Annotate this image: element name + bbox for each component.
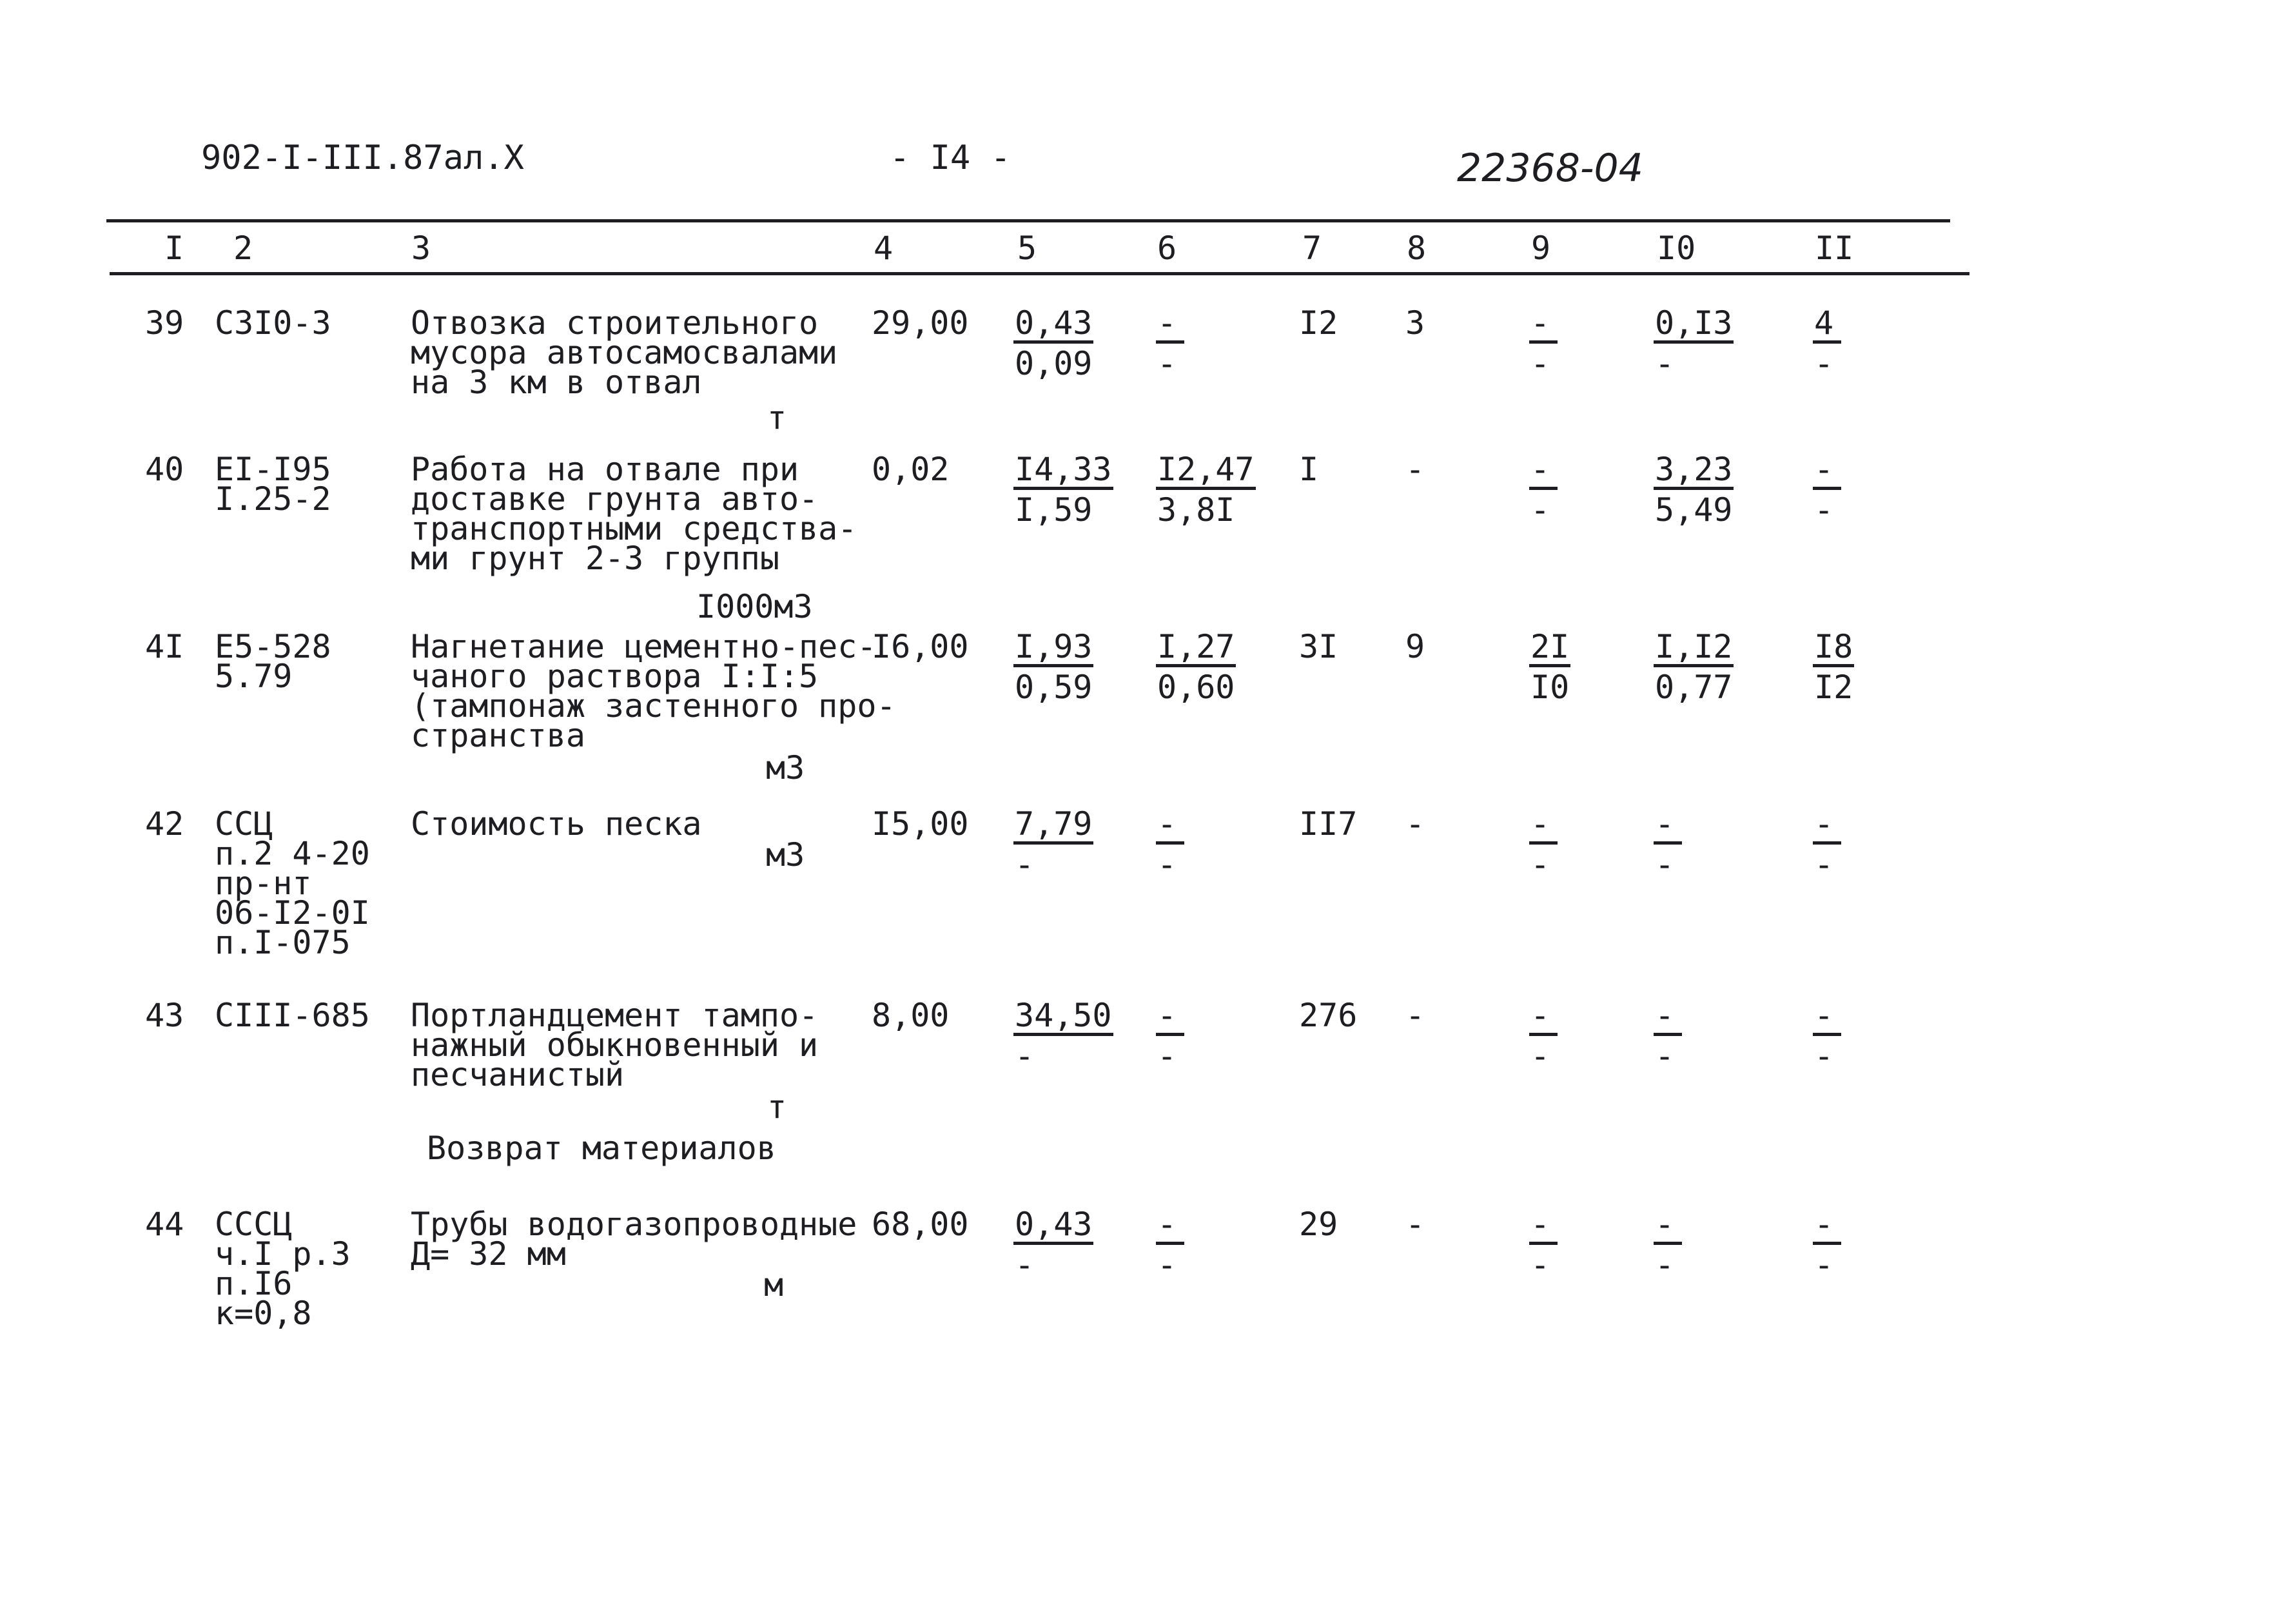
row-number: 44 xyxy=(145,1206,184,1243)
fraction-numerator: - xyxy=(1654,809,1682,845)
fraction-cell-c9 xyxy=(1529,1206,1558,1284)
fraction-denominator: - xyxy=(1157,1246,1177,1284)
rate-code: ЕI-I95 I.25-2 xyxy=(215,451,331,518)
fraction-numerator: - xyxy=(1529,455,1558,490)
fraction-cell-c9 xyxy=(1529,304,1558,382)
fraction-numerator: - xyxy=(1529,809,1558,845)
column-7-value: 276 xyxy=(1299,997,1358,1034)
document-number: 22368-04 xyxy=(1457,146,1643,191)
measure-unit: м3 xyxy=(766,836,805,874)
column-8-value: 3 xyxy=(1405,304,1425,342)
fraction-numerator: - xyxy=(1156,809,1184,845)
fraction-numerator: - xyxy=(1529,308,1558,344)
fraction-numerator: I8 xyxy=(1813,632,1854,667)
fraction-numerator: - xyxy=(1156,308,1184,344)
fraction-denominator: - xyxy=(1530,846,1550,883)
fraction-denominator: - xyxy=(1015,1037,1035,1075)
fraction-cell-c5 xyxy=(1013,997,1113,1075)
fraction-denominator: - xyxy=(1015,1246,1035,1284)
measure-unit: м3 xyxy=(766,749,805,787)
fraction-denominator: - xyxy=(1530,1246,1550,1284)
fraction-numerator: - xyxy=(1529,1209,1558,1245)
column-header-3: 3 xyxy=(411,230,431,267)
fraction-numerator: I,27 xyxy=(1156,632,1236,667)
fraction-numerator: I2,47 xyxy=(1156,455,1256,490)
fraction-denominator: - xyxy=(1814,491,1834,529)
fraction-cell-c5 xyxy=(1013,1206,1093,1284)
fraction-cell-c6 xyxy=(1156,1206,1184,1284)
measure-unit: I000м3 xyxy=(696,588,813,625)
column-8-value: - xyxy=(1405,997,1425,1034)
measure-unit: т xyxy=(767,399,787,436)
column-7-value: II7 xyxy=(1299,805,1358,843)
fraction-numerator: - xyxy=(1156,1209,1184,1245)
column-7-value: 3I xyxy=(1299,628,1338,665)
fraction-cell-c5 xyxy=(1013,304,1093,382)
measure-unit: т xyxy=(767,1088,787,1126)
fraction-denominator: - xyxy=(1015,846,1035,883)
fraction-cell-c9 xyxy=(1529,997,1558,1075)
fraction-cell-c5 xyxy=(1013,805,1093,883)
fraction-cell-c6 xyxy=(1156,451,1256,529)
quantity: 0,02 xyxy=(872,451,950,488)
fraction-cell-c10 xyxy=(1654,304,1734,382)
row-number: 43 xyxy=(145,997,184,1034)
fraction-numerator: I,I2 xyxy=(1654,632,1734,667)
fraction-cell-c6 xyxy=(1156,628,1236,706)
column-header-9: 9 xyxy=(1531,230,1551,267)
fraction-numerator: - xyxy=(1813,1209,1841,1245)
column-8-value: 9 xyxy=(1405,628,1425,665)
fraction-numerator: 2I xyxy=(1529,632,1570,667)
fraction-cell-c5 xyxy=(1013,451,1113,529)
fraction-denominator: 0,59 xyxy=(1015,669,1093,706)
work-description: Портландцемент тампо- нажный обыкновенный и песчанистый xyxy=(411,997,819,1093)
fraction-denominator: 3,8I xyxy=(1157,491,1235,529)
fraction-cell-c9 xyxy=(1529,628,1570,706)
row-number: 39 xyxy=(145,304,184,342)
fraction-numerator: 0,43 xyxy=(1013,308,1093,344)
fraction-denominator: - xyxy=(1157,1037,1177,1075)
work-description: Отвозка строительного мусора автосамосвалами на 3 км в отвал xyxy=(411,304,838,401)
fraction-cell-c11 xyxy=(1813,451,1841,529)
column-8-value: - xyxy=(1405,451,1425,488)
fraction-cell-c11 xyxy=(1813,997,1841,1075)
fraction-cell-c11 xyxy=(1813,805,1841,883)
column-header-5: 5 xyxy=(1017,230,1037,267)
column-header-4: 4 xyxy=(874,230,894,267)
quantity: 29,00 xyxy=(872,304,969,342)
fraction-numerator: - xyxy=(1654,1209,1682,1245)
fraction-cell-c5 xyxy=(1013,628,1093,706)
work-description: Стоимость песка xyxy=(411,805,702,843)
page-number: - I4 - xyxy=(890,139,1011,177)
quantity: 68,00 xyxy=(872,1206,969,1243)
fraction-denominator: - xyxy=(1814,1037,1834,1075)
fraction-numerator: I,93 xyxy=(1013,632,1093,667)
row-number: 42 xyxy=(145,805,184,843)
fraction-denominator: - xyxy=(1655,846,1675,883)
fraction-denominator: - xyxy=(1530,345,1550,382)
fraction-denominator: - xyxy=(1530,1037,1550,1075)
fraction-denominator: - xyxy=(1814,846,1834,883)
quantity: I5,00 xyxy=(872,805,969,843)
fraction-cell-c11 xyxy=(1813,304,1841,382)
fraction-numerator: - xyxy=(1529,1001,1558,1036)
fraction-numerator: - xyxy=(1813,809,1841,845)
fraction-denominator: - xyxy=(1157,846,1177,883)
column-8-value: - xyxy=(1405,805,1425,843)
fraction-cell-c6 xyxy=(1156,805,1184,883)
work-description: Нагнетание цементно-пес- чаного раствора I:I:5 (тампонаж застенного про- странства xyxy=(411,628,896,754)
fraction-denominator: 0,77 xyxy=(1655,669,1733,706)
fraction-numerator: I4,33 xyxy=(1013,455,1113,490)
fraction-numerator: - xyxy=(1813,1001,1841,1036)
fraction-denominator: - xyxy=(1814,345,1834,382)
fraction-cell-c11 xyxy=(1813,1206,1841,1284)
fraction-denominator: 0,09 xyxy=(1015,345,1093,382)
fraction-numerator: - xyxy=(1156,1001,1184,1036)
fraction-denominator: 0,60 xyxy=(1157,669,1235,706)
fraction-denominator: I,59 xyxy=(1015,491,1093,529)
fraction-denominator: - xyxy=(1655,1246,1675,1284)
fraction-numerator: 3,23 xyxy=(1654,455,1734,490)
column-header-6: 6 xyxy=(1157,230,1177,267)
table-header-rule xyxy=(110,272,1969,275)
row-number: 4I xyxy=(145,628,184,665)
fraction-numerator: - xyxy=(1654,1001,1682,1036)
fraction-denominator: - xyxy=(1814,1246,1834,1284)
fraction-cell-c9 xyxy=(1529,451,1558,529)
table-top-rule xyxy=(106,219,1950,222)
column-header-11: II xyxy=(1815,230,1854,267)
fraction-numerator: 0,43 xyxy=(1013,1209,1093,1245)
rate-code: С3I0-3 xyxy=(215,304,331,342)
column-7-value: I xyxy=(1299,451,1319,488)
column-7-value: 29 xyxy=(1299,1206,1338,1243)
document-code: 902-I-III.87ал.X xyxy=(201,139,524,177)
fraction-numerator: - xyxy=(1813,455,1841,490)
fraction-cell-c10 xyxy=(1654,628,1734,706)
fraction-cell-c10 xyxy=(1654,805,1682,883)
column-7-value: I2 xyxy=(1299,304,1338,342)
rate-code: Е5-528 5.79 xyxy=(215,628,331,695)
column-header-7: 7 xyxy=(1302,230,1322,267)
fraction-cell-c10 xyxy=(1654,1206,1682,1284)
fraction-denominator: 5,49 xyxy=(1655,491,1733,529)
fraction-denominator: - xyxy=(1655,345,1675,382)
column-8-value: - xyxy=(1405,1206,1425,1243)
fraction-numerator: 34,50 xyxy=(1013,1001,1113,1036)
quantity: 8,00 xyxy=(872,997,950,1034)
section-title: Возврат материалов xyxy=(427,1130,776,1167)
fraction-numerator: 4 xyxy=(1813,308,1841,344)
rate-code: СIII-685 xyxy=(215,997,370,1034)
fraction-denominator: - xyxy=(1157,345,1177,382)
column-header-2: 2 xyxy=(233,230,253,267)
column-header-10: I0 xyxy=(1657,230,1696,267)
fraction-cell-c11 xyxy=(1813,628,1854,706)
fraction-numerator: 7,79 xyxy=(1013,809,1093,845)
measure-unit: м xyxy=(764,1266,784,1304)
work-description: Трубы водогазопроводные Д= 32 мм xyxy=(411,1206,857,1273)
rate-code: ССЦ п.2 4-20 пр-нт 06-I2-0I п.I-075 xyxy=(215,805,370,961)
column-header-1: I xyxy=(164,230,184,267)
fraction-denominator: I2 xyxy=(1814,669,1853,706)
fraction-cell-c10 xyxy=(1654,451,1734,529)
column-header-8: 8 xyxy=(1407,230,1427,267)
quantity: I6,00 xyxy=(872,628,969,665)
work-description: Работа на отвале при доставке грунта авто- транспортными средства- ми грунт 2-3 группы xyxy=(411,451,857,577)
row-number: 40 xyxy=(145,451,184,488)
fraction-numerator: 0,I3 xyxy=(1654,308,1734,344)
fraction-cell-c6 xyxy=(1156,304,1184,382)
fraction-cell-c6 xyxy=(1156,997,1184,1075)
fraction-cell-c10 xyxy=(1654,997,1682,1075)
fraction-denominator: - xyxy=(1655,1037,1675,1075)
fraction-denominator: - xyxy=(1530,491,1550,529)
rate-code: СССЦ ч.I р.3 п.I6 к=0,8 xyxy=(215,1206,351,1332)
fraction-denominator: I0 xyxy=(1530,669,1570,706)
fraction-cell-c9 xyxy=(1529,805,1558,883)
